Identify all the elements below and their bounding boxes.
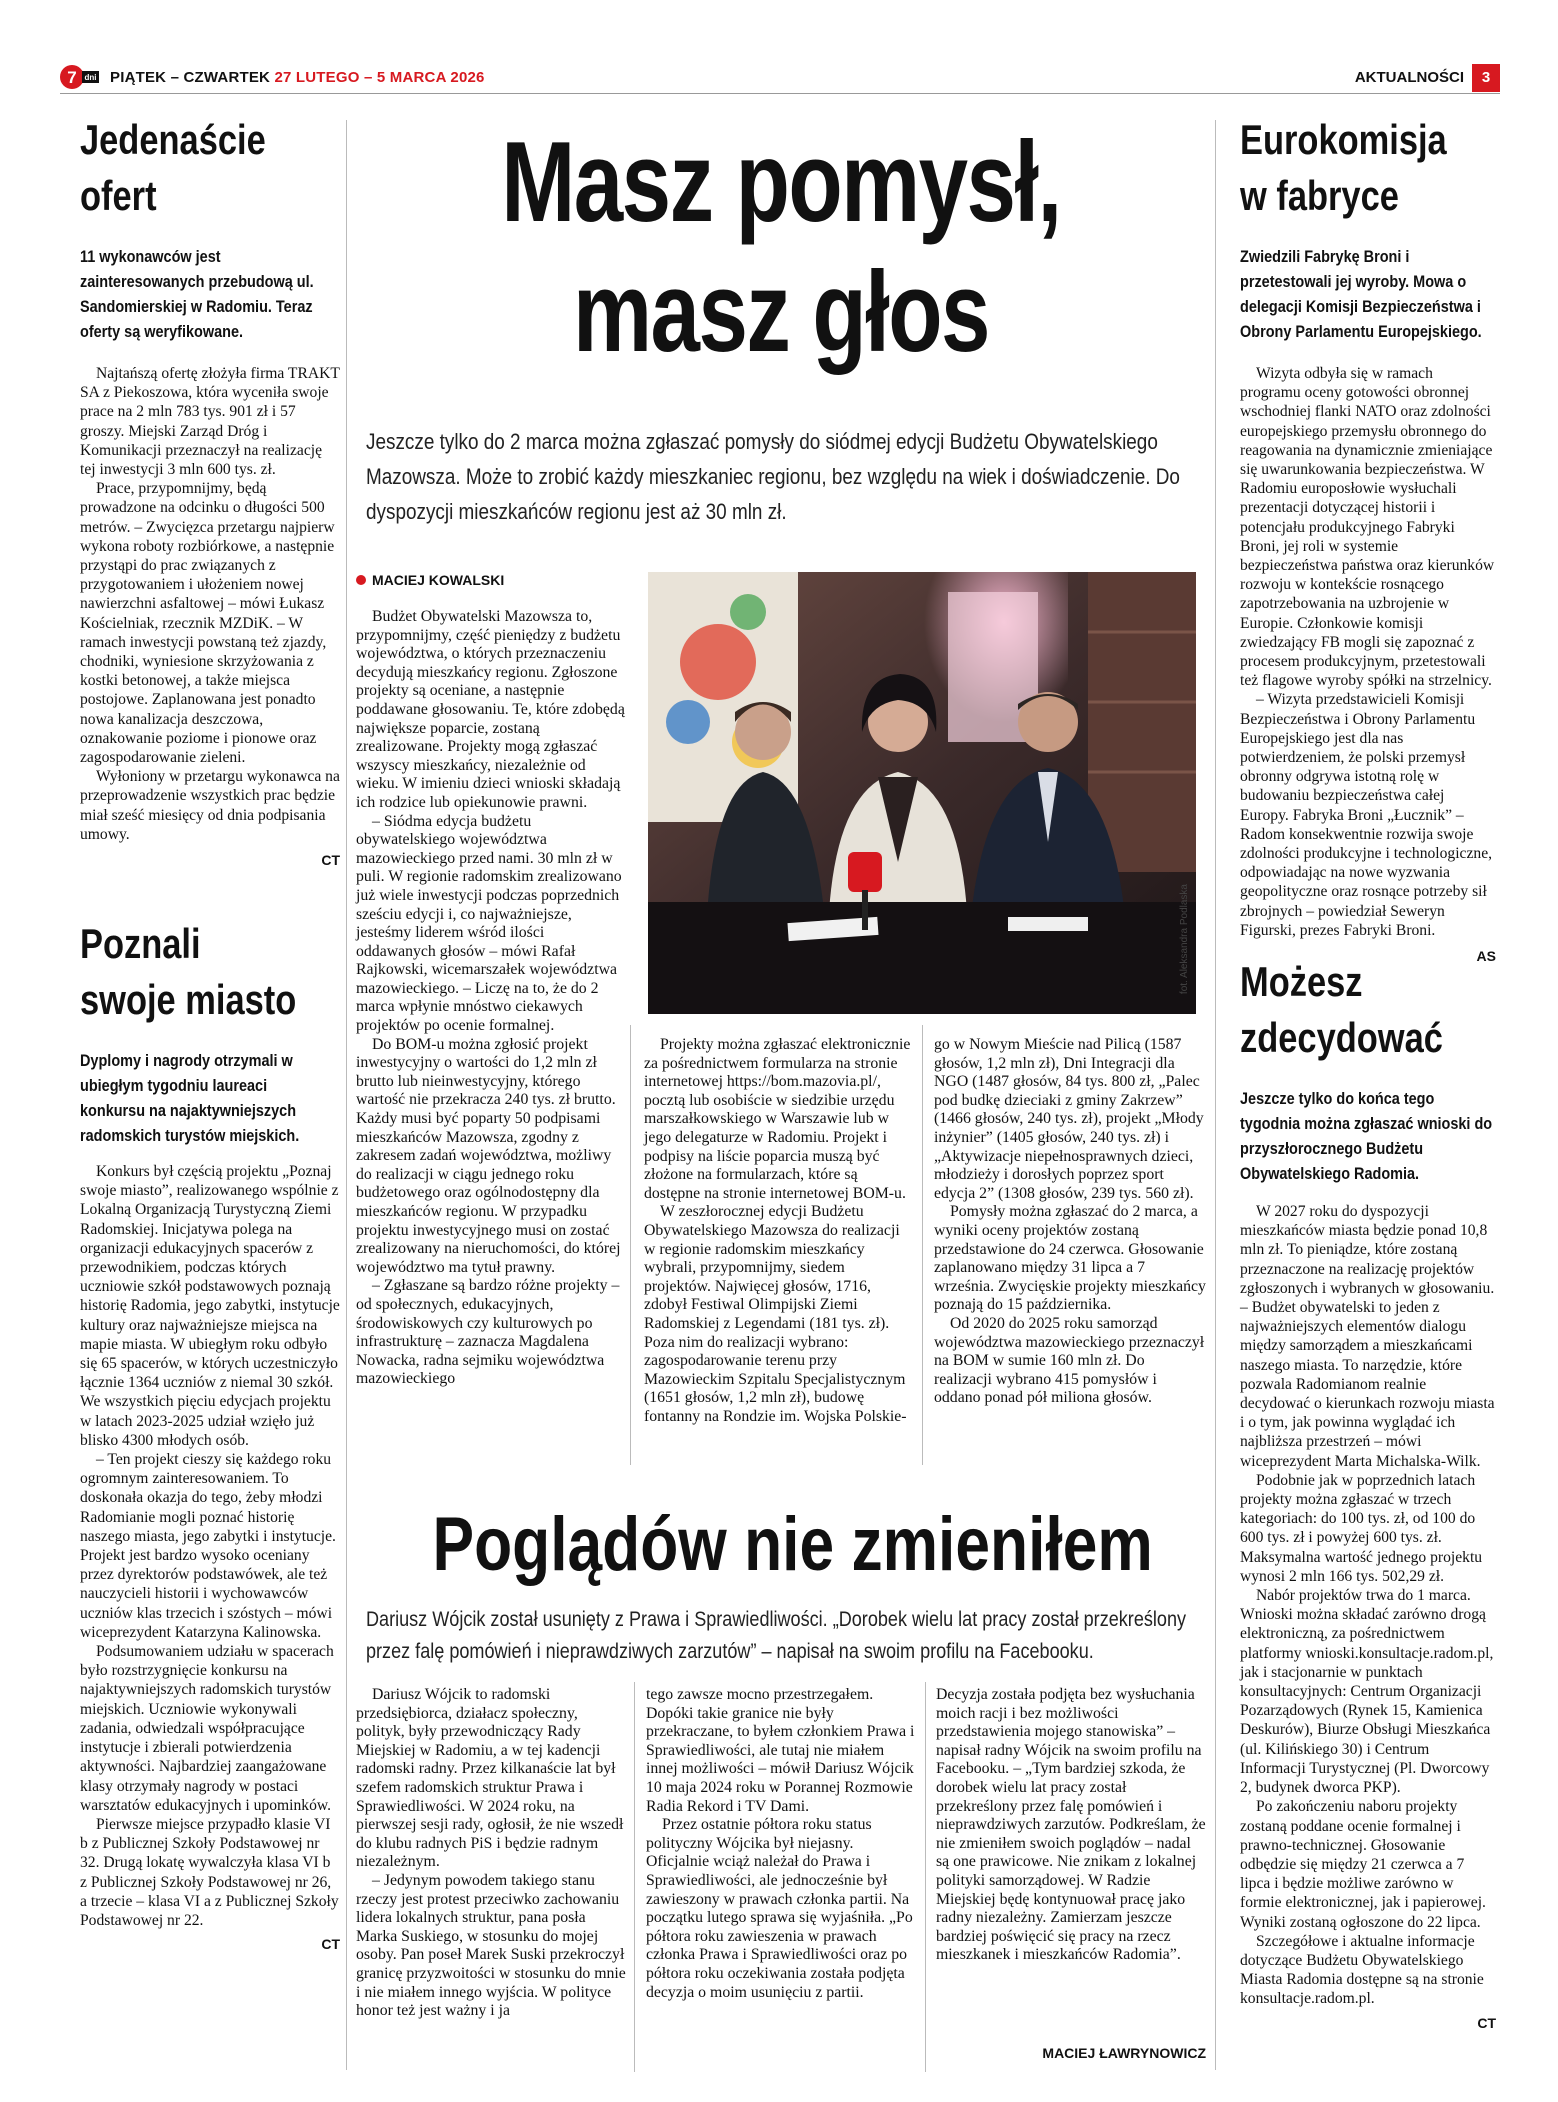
svg-text:7: 7 (67, 68, 77, 87)
title-line: w fabryce (1240, 172, 1399, 219)
paragraph: Do BOM-u można zgłosić projekt inwestycyjny o wartości do 1,2 mln zł brutto lub nieinwestycyjny, którego wartość nie przekracza 240 tys. zł brutto. Każdy musi być poparty 50 podpisami mieszkańców Mazowsza, zgodny z zakresem zadań województwa, możliwy do realizacji w ciągu jednego roku budżetowego oraz ogólnodostępny dla mieszkańców regionu. W przypadku projektu inwestycyjnego musi on zostać zrealizowany na nieruchomości, do której województwo ma tytuł prawny. (356, 1035, 621, 1276)
newspaper-logo (60, 64, 100, 90)
paragraph: – Wizyta przedstawicieli Komisji Bezpieczeństwa i Obrony Parlamentu Europejskiego jest dla nas potwierdzeniem, że polski przemysł obronny odgrywa istotną rolę w budowaniu bezpieczeństwa całej Europy. Fabryka Broni „Łucznik” – Radom konsekwentnie rozwija swoje zdolności produkcyjne i technologiczne, odpowiadając na nowe wyzwania geopolityczne oraz rosnące potrzeby sił zbrojnych – powiedział Seweryn Figurski, prezes Fabryki Broni. (1240, 691, 1493, 939)
day-range: PIĄTEK – CZWARTEK (110, 69, 271, 86)
paragraph: – Jedynym powodem takiego stanu rzeczy jest protest przeciwko zachowaniu lidera lokalnych struktur, pana posła Marka Suskiego, w stosunku do mojej osoby. Pan poseł Marek Suski przekroczył granicę przyzwoitości w stosunku do mnie i nie miałem innego wyjścia. W polityce honor też jest ważny i ja (356, 1871, 626, 2020)
second-column-3 (936, 1686, 1206, 1965)
paragraph: Szczegółowe i aktualne informacje dotyczące Budżetu Obywatelskiego Miasta Radomia dostępne są na stronie konsultacje.radom.pl. (1240, 1932, 1484, 2008)
article-body (1240, 364, 1496, 940)
paragraph: Prace, przypomnijmy, będą prowadzone na odcinku o długości 500 metrów. – Zwycięzca przetargu najpierw wykona roboty rozbiórkowe, a następnie przystąpi do prac związanych z przygotowaniem i ułożeniem nowej nawierzchni asfaltowej – mówi Łukasz Kościelniak, rzecznik MZDiK. – W ramach inwestycji powstaną też zjazdy, chodniki, wyniesione skrzyżowania z kostki betonowej, a także miejsca postojowe. Zaplanowana jest ponadto nowa kanalizacja deszczowa, oznakowanie poziome i pionowe oraz zagospodarowanie zieleni. (80, 480, 335, 767)
title-line: Eurokomisja (1240, 116, 1447, 163)
page-number: 3 (1472, 64, 1500, 92)
article-title (80, 916, 297, 1028)
author-signature: CT (321, 1936, 340, 1953)
article-eurokomisja (1240, 112, 1496, 964)
article-poznali-swoje-miasto (80, 916, 340, 1952)
column-divider (630, 1025, 631, 1465)
photo-illustration (648, 572, 1196, 1014)
paragraph: W 2027 roku do dyspozycji mieszkańców miasta będzie ponad 10,8 mln zł. To pieniądze, które zostaną przeznaczone na realizację projektów zgłoszonych i wybranych w głosowaniu. – Budżet obywatelski to jeden z najważniejszych elementów dialogu między samorządem a mieszkańcami naszego miasta. To narzędzie, które pozwala Radomianom realnie decydować o kierunkach rozwoju miasta i o tym, jak powinna wyglądać ich najbliższa przestrzeń – mówi wiceprezydent Marta Michalska-Wilk. (1240, 1203, 1495, 1470)
main-byline (356, 572, 504, 588)
title-line: ofert (80, 172, 157, 219)
paragraph: – Siódma edycja budżetu obywatelskiego województwa mazowieckiego przed nami. 30 mln zł w puli. W regionie radomskim zrealizowano już wiele inwestycji podczas poprzednich sześciu edycji i, co najważniejsze, jesteśmy liderem wśród ilości oddawanych głosów – mówi Rafał Rajkowski, wicemarszałek województwa mazowieckiego. – Liczę na to, że do 2 marca wpłynie mnóstwo ciekawych projektów po ocenie formalnej. (356, 812, 622, 1035)
column-divider (925, 1682, 926, 2072)
article-title (80, 112, 293, 224)
main-lead: Jeszcze tylko do 2 marca można zgłaszać pomysły do siódmej edycji Budżetu Obywatelskiego Mazowsza. Może to zrobić każdy mieszkaniec regionu, bez względu na wiek i doświadczenie. Do dyspozycji mieszkańców regionu jest aż 30 mln zł. (366, 429, 1180, 524)
paragraph: Konkurs był częścią projektu „Poznaj swoje miasto”, realizowanego wspólnie z Lokalną Organizacją Turystyczną Ziemi Radomskiej. Inicjatywa polega na organizacji edukacyjnych spacerów z przewodnikiem, podczas których uczniowie szkół podstawowych poznają historię Radomia, jego zabytki, instytucje kultury oraz najważniejsze miejsca na mapie miasta. W ubiegłym roku odbyło się 65 spacerów, w których uczestniczyło łącznie 1364 uczniów z niemal 30 szkół. We wszystkich pięciu edycjach projektu w latach 2023-2025 udział wzięło już blisko 4300 młodych osób. (80, 1163, 340, 1449)
paragraph: Wyłoniony w przetargu wykonawca na przeprowadzenie wszystkich prac będzie miał sześć miesięcy od dnia podpisania umowy. (80, 768, 340, 843)
article-title (1240, 954, 1450, 1066)
paragraph: Najtańszą ofertę złożyła firma TRAKT SA z Piekoszowa, która wyceniła swoje prace na 2 mln 783 tys. 901 zł i 57 groszy. Miejski Zarząd Dróg i Komunikacji przeznaczył na realizację tej inwestycji 3 mln 600 tys. zł. (80, 365, 340, 479)
headline-line: Masz pomysł, (501, 119, 1061, 246)
column-divider (922, 1025, 923, 1465)
paragraph: Po zakończeniu naboru projekty zostaną poddane ocenie formalnej i prawno-technicznej. Głosowanie odbędzie się między 21 czerwca a 7 lipca i będzie możliwe zarówno w formie elektronicznej, jak i papierowej. Wyniki zostaną ogłoszone do 22 lipca. (1240, 1798, 1486, 1931)
title-line: Poznali (80, 920, 201, 967)
paragraph: Decyzja została podjęta bez wysłuchania moich racji i bez możliwości przedstawienia mojego stanowiska” – napisał radny Wójcik na swoim profilu na Facebooku. – „Tym bardziej szkoda, że dorobek wielu lat pracy został przekreślony przez falę pomówień i nieprawdziwych zarzutów. Podkreślam, że nie zmieniłem swoich poglądów – nadal są one prawicowe. Nie znikam z lokalnej polityki samorządowej. W Radzie Miejskiej będę kontynuował pracę jako radny niezależny. Zamierzam jeszcze bardziej poświęcić się pracy na rzecz mieszkanek i mieszkańców Radomia”. (936, 1686, 1206, 1964)
paragraph: Wizyta odbyła się w ramach programu oceny gotowości obronnej wschodniej flanki NATO oraz zdolności europejskiego przemysłu obronnego do reagowania na dynamicznie zmieniające się uwarunkowania bezpieczeństwa. W Radomiu europosłowie wysłuchali prezentacji dotyczącej historii i potencjału produkcyjnego Fabryki Broni, jej roli w systemie bezpieczeństwa państwa oraz kierunków rozwoju w kontekście rosnącego zapotrzebowania na uzbrojenie w Europie. Członkowie komisji zwiedzający FB mogli się zapoznać z procesem produkcyjnym, przetestowali też flagowe wyroby spółki na strzelnicy. (1240, 365, 1495, 690)
paragraph: Od 2020 do 2025 roku samorząd województwa mazowieckiego przeznaczył na BOM w sumie 160 mln zł. Do realizacji wybrano 415 pomysłów i oddano ponad pół miliona głosów. (934, 1314, 1205, 1407)
article-lead: Zwiedzili Fabrykę Broni i przetestowali jej wyroby. Mowa o delegacji Komisji Bezpieczeństwa i Obrony Parlamentu Europejskiego. (1240, 247, 1482, 341)
author-signature: CT (1477, 2014, 1496, 2031)
second-lead: Dariusz Wójcik został usunięty z Prawa i Sprawiedliwości. „Dorobek wielu lat pracy został przekreślony przez falę pomówień i nieprawdziwych zarzutów” – napisał na swoim profilu na Facebooku. (366, 1608, 1187, 1663)
title-line: Jedenaście (80, 116, 266, 163)
article-lead: Jeszcze tylko do końca tego tygodnia można zgłaszać wnioski do przyszłorocznego Budżetu Obywatelskiego Radomia. (1240, 1089, 1493, 1183)
column-divider (634, 1682, 635, 2072)
byline-text: MACIEJ KOWALSKI (372, 572, 505, 588)
main-column-3 (934, 1036, 1206, 1408)
paragraph: Podobnie jak w poprzednich latach projekty można zgłaszać w trzech kategoriach: do 100 tys. zł, od 100 do 600 tys. zł i powyżej 600 tys. zł. Maksymalna wartość jednego projektu wynosi 2 mln 166 tys. 502,29 zł. (1240, 1471, 1483, 1585)
article-lead: 11 wykonawców jest zainteresowanych przebudową ul. Sandomierskiej w Radomiu. Teraz oferty są weryfikowane. (80, 247, 314, 341)
paragraph: Budżet Obywatelski Mazowsza to, przypomnijmy, część pieniędzy z budżetu województwa, o których przeznaczeniu decydują mieszkańcy regionu. Zgłoszone projekty są oceniane, a następnie poddawane głosowaniu. Te, które zdobędą największe poparcie, zostaną zrealizowane. Projekty mogą zgłaszać wszyscy mieszkańcy, niezależnie od wieku. W imieniu dzieci wnioski składają ich rodzice lub opiekunowie prawni. (356, 608, 625, 811)
second-column-2 (646, 1686, 918, 2002)
paragraph: – Zgłaszane są bardzo różne projekty – od społecznych, edukacyjnych, środowiskowych czy kulturowych po infrastrukturę – zaznacza Magdalena Nowacka, radna sejmiku województwa mazowieckiego (356, 1277, 620, 1388)
paragraph: Pomysły można zgłaszać do 2 marca, a wyniki oceny projektów zostaną przedstawione do 24 czerwca. Głosowanie zaplanowano między 31 lipca a 7 września. Zwycięskie projekty mieszkańcy poznają do 15 października. (934, 1203, 1206, 1314)
paragraph: Nabór projektów trwa do 1 marca. Wnioski można składać zarówno drogą elektroniczną, za pośrednictwem platformy wnioski.konsultacje.radom.pl, jak i stacjonarnie w punktach konsultacyjnych: Centrum Organizacji Pozarządowych (Rynek 15, Kamienica Deskurów), Biurze Obsługi Mieszkańca (ul. Kilińskiego 30) i Centrum Informacji Turystycznej (Pl. Dworcowy 2, budynek dworca PKP). (1240, 1587, 1494, 1797)
title-line: swoje miasto (80, 976, 297, 1023)
paragraph: – Ten projekt cieszy się każdego roku ogromnym zainteresowaniem. To doskonała okazja do tego, żeby młodzi Radomianie mogli poznać historię naszego miasta, jego zabytki i instytucje. Projekt jest bardzo wysoko oceniany przez dyrektorów podstawówek, ale też nauczycieli historii i wychowawców uczniów klas trzecich i szóstych – mówi wiceprezydent Katarzyna Kalinowska. (80, 1451, 336, 1641)
author-signature: CT (321, 852, 340, 869)
date-range: 27 LUTEGO – 5 MARCA 2026 (274, 69, 485, 86)
paragraph: tego zawsze mocno przestrzegałem. Dopóki takie granice nie były przekraczane, to byłem członkiem Prawa i Sprawiedliwości, ale tutaj nie miałem innej możliwości – mówił Dariusz Wójcik 10 maja 2024 roku w Porannej Rozmowie Radia Rekord i TV Dami. (646, 1686, 915, 1815)
paragraph: Przez ostatnie półtora roku status polityczny Wójcika był niejasny. Oficjalnie wciąż należał do Prawa i Sprawiedliwości, ale jednocześnie był zawieszony w prawach członka partii. Na początku lutego sprawa się wyjaśniła. „Po półtora roku zawieszenia w prawach członka Prawa i Sprawiedliwości oraz po półtora roku oczekiwania została podjęta decyzja o moim usunięciu z partii. (646, 1816, 913, 2001)
article-body (1240, 1202, 1496, 2009)
article-title (1240, 112, 1450, 224)
svg-text:dni: dni (84, 73, 97, 82)
title-line: zdecydować (1240, 1014, 1443, 1061)
second-byline: MACIEJ ŁAWRYNOWICZ (1042, 2045, 1206, 2061)
article-body (80, 364, 340, 844)
paragraph: go w Nowym Mieście nad Pilicą (1587 głosów, 1,2 mln zł), Dni Integracji dla NGO (1487 głosów, 84 tys. 800 zł, „Palec pod budkę dzieciaki z gminy Zakrzew” (1466 głosów, 240 tys. zł), projekt „Młody inżynier” (1405 głosów, 240 tys. zł) i „Aktywizacje niepełnosprawnych dzieci, młodzieży i dorosłych poprzez sport edycja 2” (1308 głosów, 239 tys. 560 zł). (934, 1036, 1204, 1202)
press-conference-photo (648, 572, 1196, 1014)
column-divider-left (346, 120, 347, 2070)
paragraph: Dariusz Wójcik to radomski przedsiębiorca, działacz społeczny, polityk, były przewodniczący Rady Miejskiej w Radomiu, a w tej kadencji radomski radny. Przez kilkanaście lat był szefem radomskich struktur Prawa i Sprawiedliwości. W 2024 roku, na pierwszej sesji rady, ogłosił, że nie wszedł do klubu radnych PiS i będzie radnym niezależnym. (356, 1686, 624, 1871)
second-column-1 (356, 1686, 628, 2021)
main-column-2 (644, 1036, 914, 1426)
paragraph: Projekty można zgłaszać elektronicznie za pośrednictwem formularza na stronie internetowej https://bom.mazovia.pl/, pocztą lub osobiście w siedzibie urzędu marszałkowskiego w Warszawie lub w jego delegaturze w Radomiu. Projekt i podpisy na liście poparcia muszą być złożone na formularzach, które są dostępne na stronie internetowej BOM-u. (644, 1036, 911, 1202)
header-divider (60, 93, 1500, 94)
section-name: AKTUALNOŚCI (1354, 69, 1464, 86)
column-divider-right (1215, 120, 1216, 2070)
paragraph: Pierwsze miejsce przypadło klasie VI b z Publicznej Szkoły Podstawowej nr 32. Drugą lokatę wywalczyła klasa VI b z Publicznej Szkoły Podstawowej nr 26, a trzecie – klasa VI a z Publicznej Szkoły Podstawowej nr 22. (80, 1815, 339, 1929)
page-header (60, 64, 1500, 92)
photo-credit: fot. Aleksandra Podlaska (1179, 883, 1190, 994)
article-mozesz-zdecydowac (1240, 954, 1496, 2031)
second-headline: Poglądów nie zmieniłem (432, 1502, 1153, 1587)
article-jedenascie-ofert (80, 112, 340, 868)
article-lead: Dyplomy i nagrody otrzymali w ubiegłym tygodniu laureaci konkursu na najaktywniejszych radomskich turystów miejskich. (80, 1051, 300, 1145)
main-headline (450, 118, 1113, 378)
headline-line: masz głos (573, 249, 989, 376)
title-line: Możesz (1240, 958, 1363, 1005)
paragraph: Podsumowaniem udziału w spacerach było rozstrzygnięcie konkursu na najaktywniejszych radomskich turystów miejskich. Uczniowie wykonywali zadania, odwiedzali współpracujące instytucje i zbierali potwierdzenia aktywności. Najbardziej zaangażowane klasy otrzymały nagrody w postaci warsztatów edukacyjnych i upominków. (80, 1643, 334, 1814)
issue-date (110, 69, 485, 86)
byline-dot (356, 575, 366, 585)
author-signature: AS (1476, 948, 1496, 965)
paragraph: W zeszłorocznej edycji Budżetu Obywatelskiego Mazowsza do realizacji w regionie radomskim mieszkańcy wybrali, przypomnijmy, siedem projektów. Najwięcej głosów, 1716, zdobył Festiwal Olimpijski Ziemi Radomskiej z Legendami (181 tys. zł). Poza nim do realizacji wybrano: zagospodarowanie terenu przy Mazowieckim Szpitalu Specjalistycznym (1651 głosów, 1,2 mln zł), budowę fontanny na Rondzie im. Wojska Polskie- (644, 1203, 907, 1425)
article-body (80, 1162, 340, 1930)
main-column-1 (356, 608, 626, 1389)
